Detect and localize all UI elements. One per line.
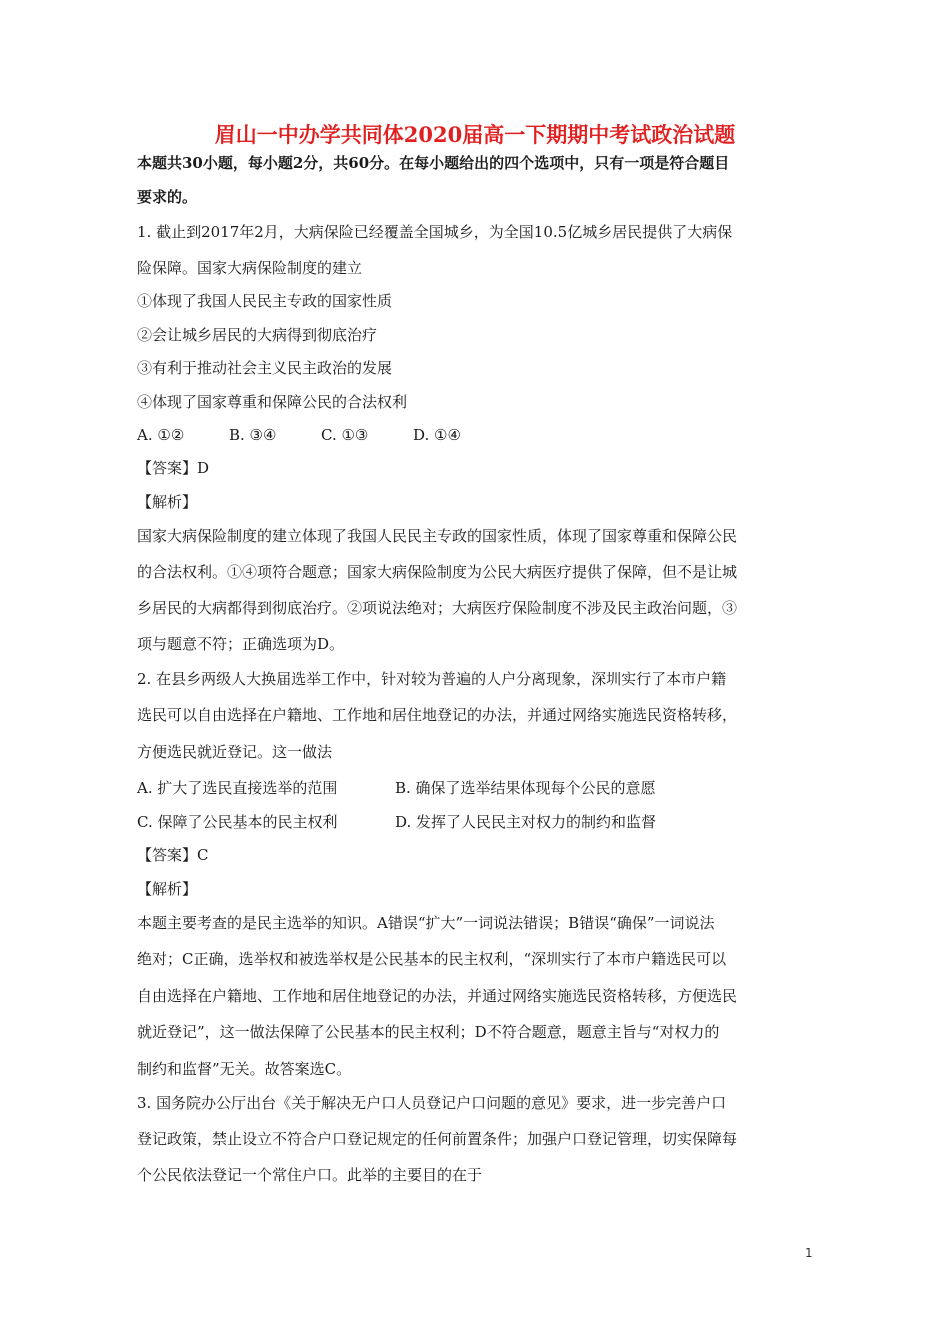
q1-option-a: A. ①② [137,426,185,444]
q2-stem-line-2: 选民可以自由选择在户籍地、工作地和居住地登记的办法，并通过网络实施选民资格转移， [137,706,738,724]
q2-analysis-line-3: 自由选择在户籍地、工作地和居住地登记的办法，并通过网络实施选民资格转移，方便选民 [137,987,738,1005]
q3-stem-line-2: 登记政策，禁止设立不符合户口登记规定的任何前置条件；加强户口登记管理，切实保障每 [137,1130,738,1148]
q1-analysis-line-4: 项与题意不符；正确选项为D。 [137,635,345,653]
intro-line-2: 要求的。 [137,188,198,206]
q1-stem-line-2: 险保障。国家大病保险制度的建立 [137,259,363,277]
q3-stem-line-3: 个公民依法登记一个常住户口。此举的主要目的在于 [137,1166,483,1184]
q3-stem-line-1: 3. 国务院办公厅出台《关于解决无户口人员登记户口问题的意见》要求，进一步完善户口 [137,1094,727,1112]
q1-item-1: ①体现了我国人民民主专政的国家性质 [137,292,393,310]
q2-analysis-line-4: 就近登记”，这一做法保障了公民基本的民主权利；D不符合题意，题意主旨与“对权力的 [137,1023,720,1041]
q1-item-3: ③有利于推动社会主义民主政治的发展 [137,359,393,377]
q1-item-4: ④体现了国家尊重和保障公民的合法权利 [137,393,408,411]
q1-analysis-line-2: 的合法权利。①④项符合题意；国家大病保险制度为公民大病医疗提供了保障，但不是让城 [137,563,738,581]
intro-line-1: 本题共30小题，每小题2分，共60分。在每小题给出的四个选项中，只有一项是符合题目 [137,154,730,172]
q2-analysis-line-2: 绝对；C正确，选举权和被选举权是公民基本的民主权利，“深圳实行了本市户籍选民可以 [137,950,727,968]
q1-analysis-line-1: 国家大病保险制度的建立体现了我国人民民主专政的国家性质，体现了国家尊重和保障公民 [137,527,738,545]
q1-stem-line-1: 1. 截止到2017年2月，大病保险已经覆盖全国城乡，为全国10.5亿城乡居民提供了大病保 [137,223,733,241]
q2-option-a: A. 扩大了选民直接选举的范围 [137,779,338,797]
q2-options-row-2 [137,811,656,833]
q1-analysis-line-3: 乡居民的大病都得到彻底治疗。②项说法绝对；大病医疗保险制度不涉及民主政治问题，③ [137,599,738,617]
page-title: 眉山一中办学共同体2020届高一下期期中考试政治试题 [214,122,736,147]
q2-answer: 【答案】C [137,846,209,864]
q2-option-c: C. 保障了公民基本的民主权利 [137,813,338,831]
q2-analysis-line-1: 本题主要考查的是民主选举的知识。A错误“扩大”一词说法错误；B错误“确保”一词说法 [137,914,715,932]
page-number: 1 [805,1246,813,1260]
q2-option-d: D. 发挥了人民民主对权力的制约和监督 [395,813,657,831]
q1-analysis-label: 【解析】 [137,493,198,511]
q1-option-c: C. ①③ [321,426,369,444]
q2-stem-line-3: 方便选民就近登记。这一做法 [137,743,333,761]
q1-item-2: ②会让城乡居民的大病得到彻底治疗 [137,326,378,344]
q1-options [137,424,461,446]
q1-option-b: B. ③④ [229,426,277,444]
q1-answer: 【答案】D [137,459,210,477]
q2-analysis-line-5: 制约和监督”无关。故答案选C。 [137,1060,352,1078]
q2-analysis-label: 【解析】 [137,880,198,898]
q2-stem-line-1: 2. 在县乡两级人大换届选举工作中，针对较为普遍的人户分离现象，深圳实行了本市户籍 [137,670,727,688]
q2-options-row-1 [137,777,656,799]
q2-option-b: B. 确保了选举结果体现每个公民的意愿 [395,779,656,797]
q1-option-d: D. ①④ [413,426,461,444]
